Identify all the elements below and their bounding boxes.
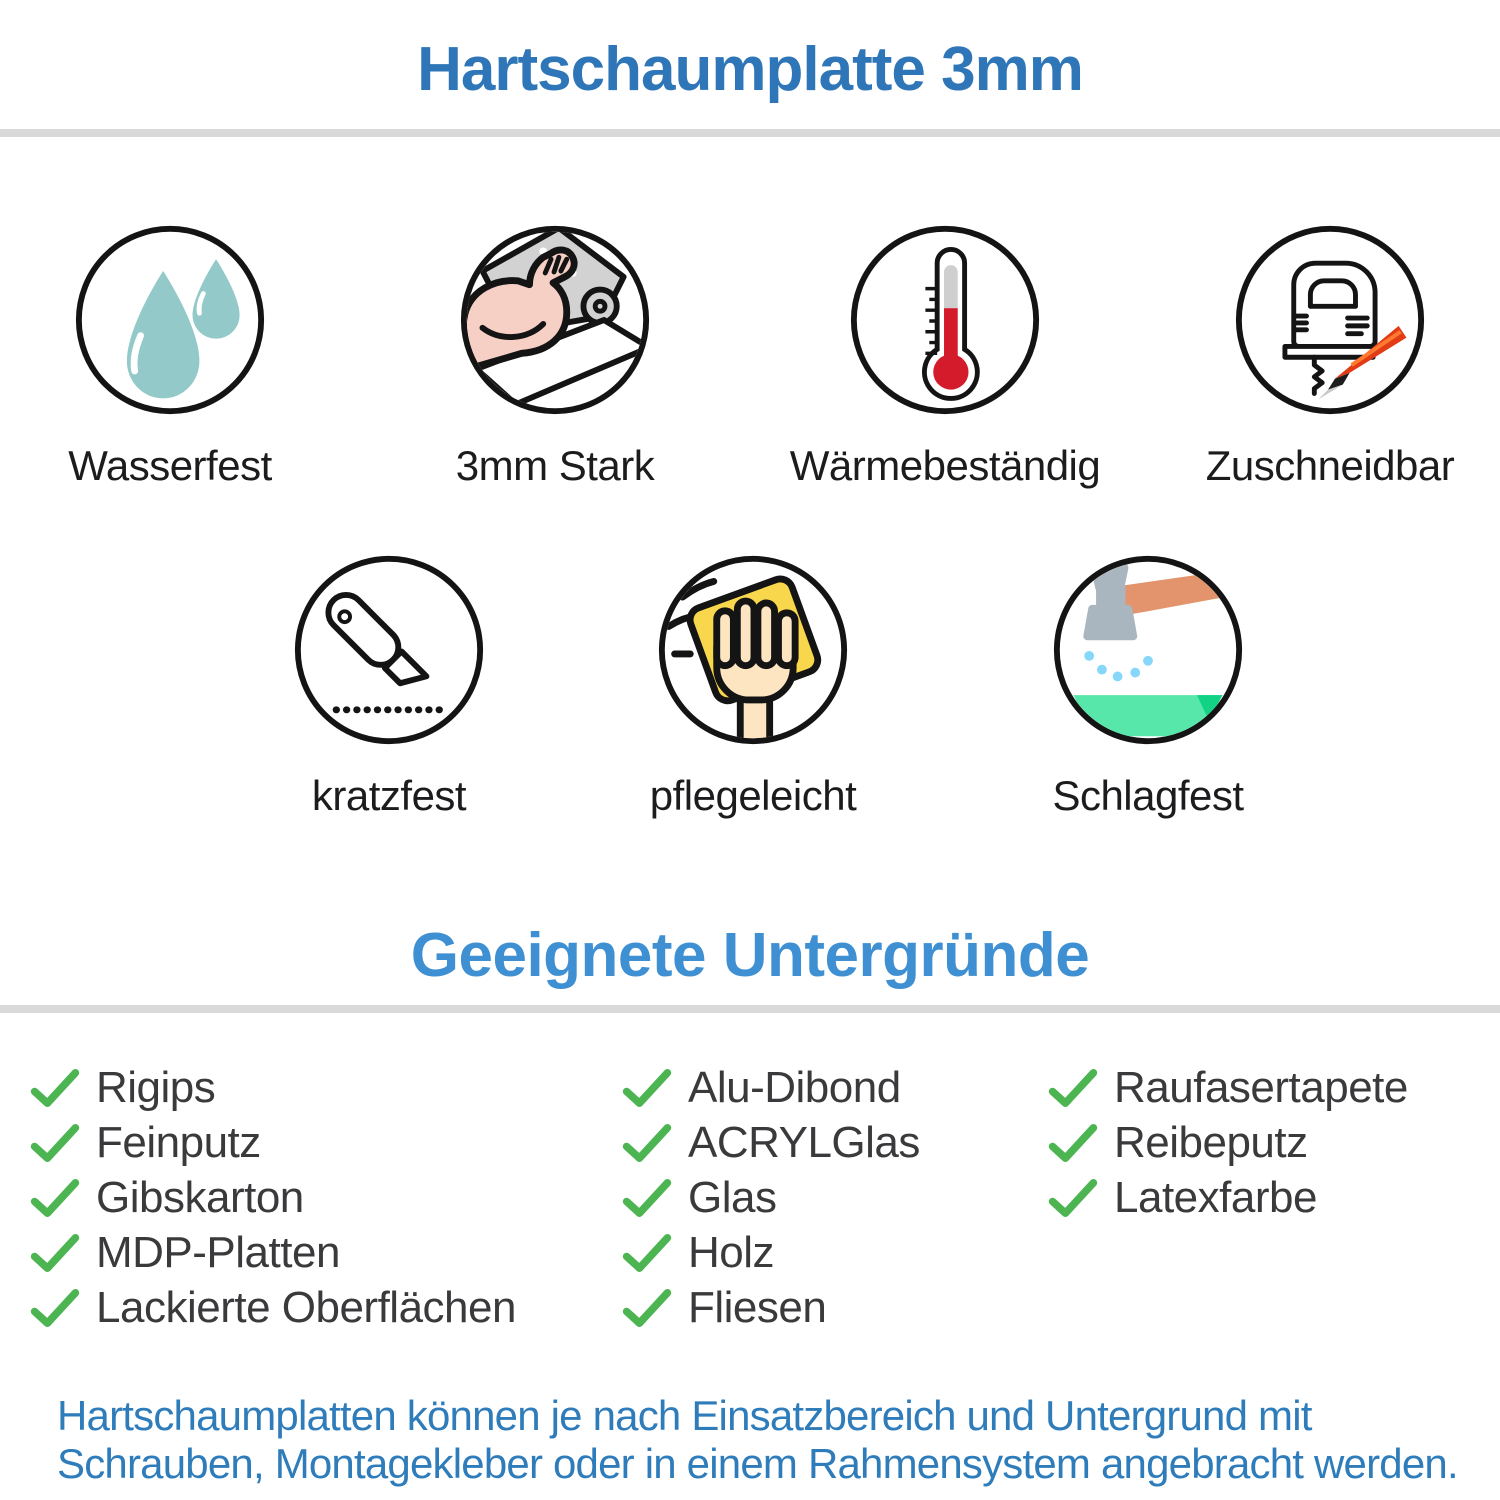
substrate-column-1	[28, 1063, 516, 1332]
list-item	[620, 1228, 920, 1277]
checkmark-icon	[1046, 1067, 1100, 1109]
substrate-label: Fliesen	[688, 1283, 827, 1332]
checkmark-icon	[620, 1232, 674, 1274]
section-title: Geeignete Untergründe	[410, 921, 1090, 990]
substrate-column-3	[1046, 1063, 1408, 1222]
feature-label: Schlagfest	[1052, 772, 1244, 819]
substrate-column-2	[620, 1063, 920, 1332]
divider-middle	[0, 1005, 1500, 1013]
list-item	[620, 1283, 920, 1332]
checkmark-icon	[28, 1122, 82, 1164]
hammer-icon	[1050, 552, 1246, 748]
feature-label: kratzfest	[311, 772, 467, 819]
thermometer-icon	[847, 222, 1043, 418]
checkmark-icon	[620, 1287, 674, 1329]
footer-note	[57, 1392, 1457, 1488]
jigsaw-icon	[1232, 222, 1428, 418]
feature-3mm-stark	[405, 222, 705, 490]
substrate-label: Holz	[688, 1228, 775, 1277]
checkmark-icon	[28, 1067, 82, 1109]
list-item	[1046, 1063, 1408, 1112]
feature-waermebestaendig	[789, 222, 1101, 490]
substrate-label: Feinputz	[96, 1118, 261, 1167]
substrate-label: ACRYLGlas	[688, 1118, 920, 1167]
substrate-label: Raufasertapete	[1114, 1063, 1408, 1112]
water-drops-icon	[72, 222, 268, 418]
list-item	[620, 1118, 920, 1167]
list-item	[28, 1283, 516, 1332]
footer-line-1: Hartschaumplatten können je nach Einsatzbereich und Untergrund mit	[57, 1392, 1312, 1439]
substrate-label: Rigips	[96, 1063, 216, 1112]
page-title: Hartschaumplatte 3mm	[417, 35, 1083, 104]
feature-label: 3mm Stark	[455, 442, 655, 489]
checkmark-icon	[1046, 1122, 1100, 1164]
feature-wasserfest	[20, 222, 320, 490]
feature-zuschneidbar	[1180, 222, 1480, 490]
feature-label: Wärmebeständig	[789, 442, 1101, 489]
checkmark-icon	[620, 1067, 674, 1109]
substrate-label: Lackierte Oberflächen	[96, 1283, 516, 1332]
checkmark-icon	[620, 1177, 674, 1219]
list-item	[28, 1173, 516, 1222]
substrate-label: Glas	[688, 1173, 777, 1222]
muscle-arm-icon	[457, 222, 653, 418]
feature-pflegeleicht	[603, 552, 903, 820]
substrate-label: Alu-Dibond	[688, 1063, 901, 1112]
feature-label: Wasserfest	[68, 442, 272, 489]
list-item	[620, 1173, 920, 1222]
cleaning-hand-icon	[655, 552, 851, 748]
checkmark-icon	[28, 1177, 82, 1219]
checkmark-icon	[28, 1232, 82, 1274]
checkmark-icon	[1046, 1177, 1100, 1219]
list-item	[620, 1063, 920, 1112]
feature-schlagfest	[998, 552, 1298, 820]
checkmark-icon	[28, 1287, 82, 1329]
substrate-label: Latexfarbe	[1114, 1173, 1317, 1222]
list-item	[28, 1118, 516, 1167]
divider-top	[0, 129, 1500, 137]
utility-knife-icon	[291, 552, 487, 748]
checkmark-icon	[620, 1122, 674, 1164]
substrate-label: MDP-Platten	[96, 1228, 340, 1277]
list-item	[28, 1063, 516, 1112]
substrate-label: Reibeputz	[1114, 1118, 1308, 1167]
list-item	[1046, 1173, 1408, 1222]
feature-label: pflegeleicht	[649, 772, 857, 819]
list-item	[1046, 1118, 1408, 1167]
footer-line-2: Schrauben, Montagekleber oder in einem Rahmensystem angebracht werden.	[57, 1440, 1458, 1487]
list-item	[28, 1228, 516, 1277]
feature-kratzfest	[239, 552, 539, 820]
substrate-label: Gibskarton	[96, 1173, 304, 1222]
feature-label: Zuschneidbar	[1205, 442, 1455, 489]
